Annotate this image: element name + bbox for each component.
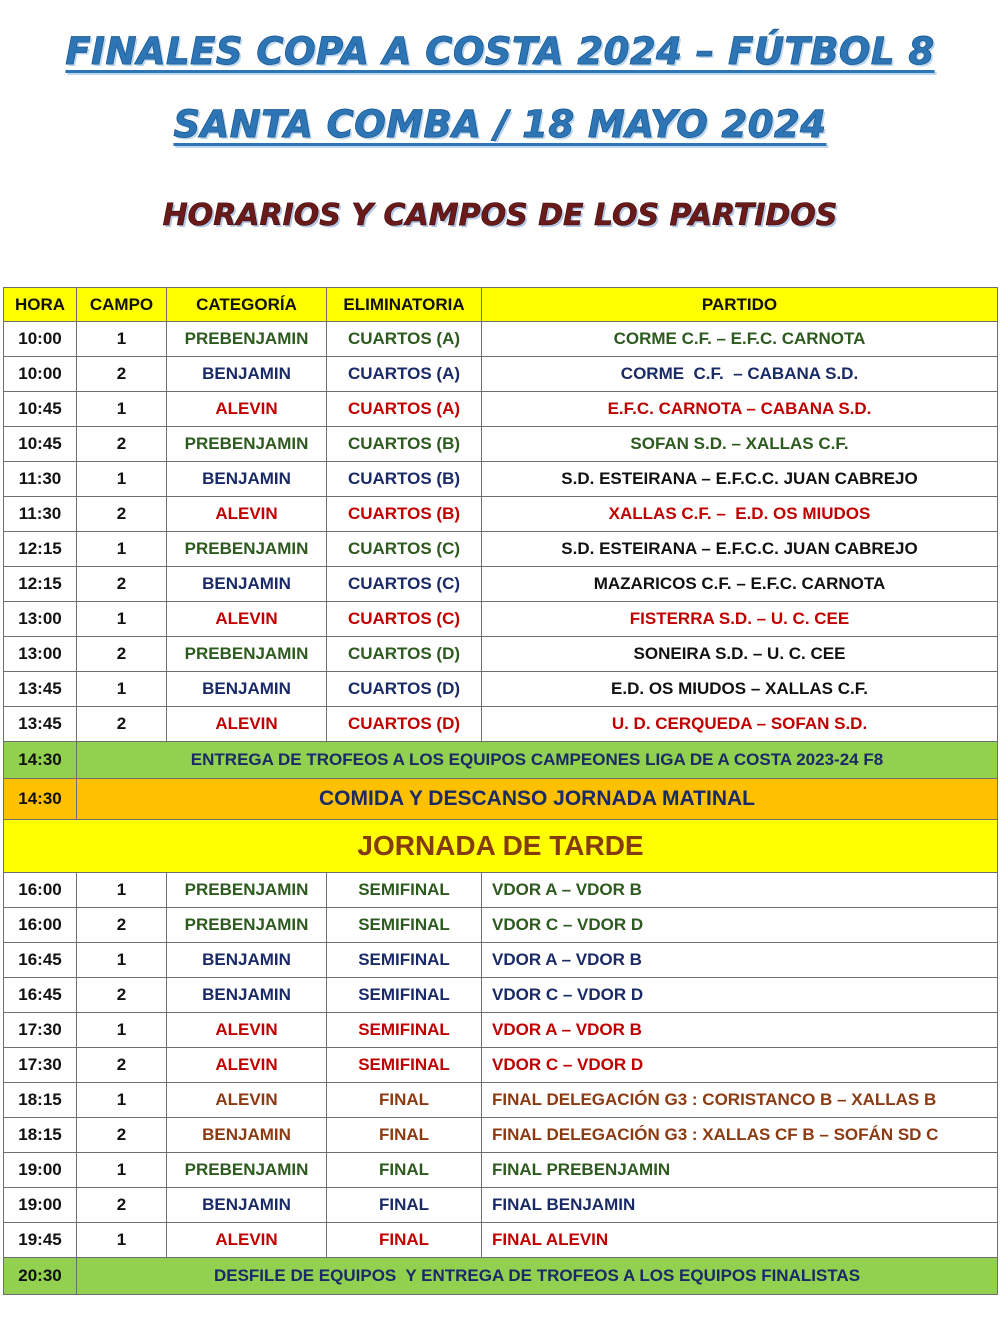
- cell-eliminatoria: CUARTOS (C): [327, 532, 482, 567]
- cell-hora: 17:30: [4, 1013, 77, 1048]
- table-header-row: [4, 288, 998, 322]
- afternoon-section-row: [4, 820, 998, 873]
- title-date-text: SANTA COMBA / 18 MAYO 2024: [173, 103, 827, 146]
- cell-campo: 1: [77, 1083, 167, 1118]
- cell-partido: SOFAN S.D. – XALLAS C.F.: [482, 427, 998, 462]
- table-row: [4, 908, 998, 943]
- cell-campo: 2: [77, 1118, 167, 1153]
- document-title-line-1: [0, 30, 1000, 73]
- table-row: [4, 873, 998, 908]
- cell-categoria: BENJAMIN: [167, 1118, 327, 1153]
- cell-eliminatoria: FINAL: [327, 1188, 482, 1223]
- cell-partido: SONEIRA S.D. – U. C. CEE: [482, 637, 998, 672]
- cell-partido: S.D. ESTEIRANA – E.F.C.C. JUAN CABREJO: [482, 462, 998, 497]
- cell-eliminatoria: CUARTOS (B): [327, 462, 482, 497]
- cell-campo: 2: [77, 1048, 167, 1083]
- cell-partido: E.D. OS MIUDOS – XALLAS C.F.: [482, 672, 998, 707]
- cell-hora: 13:00: [4, 602, 77, 637]
- closing-ceremony-text: DESFILE DE EQUIPOS Y ENTREGA DE TROFEOS A LOS EQUIPOS FINALISTAS: [77, 1258, 998, 1295]
- cell-eliminatoria: CUARTOS (A): [327, 357, 482, 392]
- column-header-eliminatoria: ELIMINATORIA: [327, 288, 482, 322]
- cell-categoria: BENJAMIN: [167, 462, 327, 497]
- cell-categoria: PREBENJAMIN: [167, 908, 327, 943]
- table-row: [4, 392, 998, 427]
- cell-partido: VDOR C – VDOR D: [482, 978, 998, 1013]
- cell-hora: 14:30: [4, 742, 77, 779]
- cell-categoria: PREBENJAMIN: [167, 873, 327, 908]
- lunch-break-row: [4, 779, 998, 820]
- cell-campo: 1: [77, 462, 167, 497]
- cell-campo: 1: [77, 602, 167, 637]
- cell-partido: CORME C.F. – CABANA S.D.: [482, 357, 998, 392]
- document-title-line-2: [0, 103, 1000, 146]
- cell-campo: 2: [77, 978, 167, 1013]
- cell-categoria: PREBENJAMIN: [167, 532, 327, 567]
- cell-hora: 16:00: [4, 908, 77, 943]
- table-row: [4, 497, 998, 532]
- cell-eliminatoria: CUARTOS (D): [327, 672, 482, 707]
- cell-partido: S.D. ESTEIRANA – E.F.C.C. JUAN CABREJO: [482, 532, 998, 567]
- table-row: [4, 532, 998, 567]
- cell-categoria: ALEVIN: [167, 602, 327, 637]
- cell-categoria: BENJAMIN: [167, 357, 327, 392]
- table-row: [4, 1118, 998, 1153]
- cell-hora: 16:45: [4, 943, 77, 978]
- cell-hora: 18:15: [4, 1083, 77, 1118]
- cell-hora: 19:00: [4, 1188, 77, 1223]
- cell-categoria: BENJAMIN: [167, 943, 327, 978]
- cell-hora: 19:00: [4, 1153, 77, 1188]
- cell-partido: VDOR C – VDOR D: [482, 1048, 998, 1083]
- cell-categoria: BENJAMIN: [167, 1188, 327, 1223]
- table-row: [4, 1013, 998, 1048]
- cell-hora: 13:00: [4, 637, 77, 672]
- cell-hora: 17:30: [4, 1048, 77, 1083]
- cell-campo: 2: [77, 427, 167, 462]
- cell-campo: 2: [77, 357, 167, 392]
- table-row: [4, 707, 998, 742]
- column-header-campo: CAMPO: [77, 288, 167, 322]
- cell-eliminatoria: CUARTOS (B): [327, 497, 482, 532]
- table-row: [4, 1223, 998, 1258]
- cell-campo: 1: [77, 392, 167, 427]
- cell-eliminatoria: SEMIFINAL: [327, 1048, 482, 1083]
- column-header-hora: HORA: [4, 288, 77, 322]
- cell-hora: 11:30: [4, 497, 77, 532]
- cell-hora: 10:00: [4, 322, 77, 357]
- cell-eliminatoria: CUARTOS (C): [327, 602, 482, 637]
- cell-partido: U. D. CERQUEDA – SOFAN S.D.: [482, 707, 998, 742]
- cell-hora: 16:45: [4, 978, 77, 1013]
- cell-partido: E.F.C. CARNOTA – CABANA S.D.: [482, 392, 998, 427]
- table-row: [4, 462, 998, 497]
- cell-campo: 2: [77, 908, 167, 943]
- table-row: [4, 1048, 998, 1083]
- cell-categoria: ALEVIN: [167, 1083, 327, 1118]
- cell-eliminatoria: CUARTOS (A): [327, 392, 482, 427]
- cell-categoria: BENJAMIN: [167, 567, 327, 602]
- cell-categoria: PREBENJAMIN: [167, 427, 327, 462]
- cell-categoria: ALEVIN: [167, 392, 327, 427]
- cell-eliminatoria: SEMIFINAL: [327, 873, 482, 908]
- cell-hora: 10:00: [4, 357, 77, 392]
- cell-categoria: PREBENJAMIN: [167, 1153, 327, 1188]
- schedule-subtitle: HORARIOS Y CAMPOS DE LOS PARTIDOS: [162, 198, 838, 233]
- cell-partido: FINAL ALEVIN: [482, 1223, 998, 1258]
- cell-eliminatoria: SEMIFINAL: [327, 908, 482, 943]
- trophy-ceremony-text: ENTREGA DE TROFEOS A LOS EQUIPOS CAMPEONES LIGA DE A COSTA 2023-24 F8: [77, 742, 998, 779]
- cell-partido: CORME C.F. – E.F.C. CARNOTA: [482, 322, 998, 357]
- cell-categoria: ALEVIN: [167, 1013, 327, 1048]
- cell-campo: 1: [77, 943, 167, 978]
- column-header-partido: PARTIDO: [482, 288, 998, 322]
- trophy-ceremony-row: [4, 742, 998, 779]
- table-row: [4, 427, 998, 462]
- cell-categoria: BENJAMIN: [167, 672, 327, 707]
- cell-hora: 16:00: [4, 873, 77, 908]
- cell-hora: 11:30: [4, 462, 77, 497]
- cell-hora: 13:45: [4, 707, 77, 742]
- closing-ceremony-row: [4, 1258, 998, 1295]
- cell-partido: FINAL DELEGACIÓN G3 : XALLAS CF B – SOFÁN SD C: [482, 1118, 998, 1153]
- cell-hora: 20:30: [4, 1258, 77, 1295]
- cell-campo: 1: [77, 322, 167, 357]
- cell-partido: FINAL DELEGACIÓN G3 : CORISTANCO B – XALLAS B: [482, 1083, 998, 1118]
- table-row: [4, 1188, 998, 1223]
- column-header-categoria: CATEGORÍA: [167, 288, 327, 322]
- cell-eliminatoria: CUARTOS (A): [327, 322, 482, 357]
- cell-partido: VDOR A – VDOR B: [482, 1013, 998, 1048]
- table-row: [4, 1153, 998, 1188]
- cell-partido: VDOR A – VDOR B: [482, 943, 998, 978]
- cell-partido: MAZARICOS C.F. – E.F.C. CARNOTA: [482, 567, 998, 602]
- cell-campo: 1: [77, 532, 167, 567]
- cell-campo: 2: [77, 637, 167, 672]
- table-row: [4, 602, 998, 637]
- cell-categoria: BENJAMIN: [167, 978, 327, 1013]
- table-row: [4, 1083, 998, 1118]
- cell-eliminatoria: CUARTOS (D): [327, 707, 482, 742]
- cell-categoria: ALEVIN: [167, 497, 327, 532]
- cell-campo: 2: [77, 497, 167, 532]
- cell-eliminatoria: CUARTOS (C): [327, 567, 482, 602]
- cell-hora: 10:45: [4, 392, 77, 427]
- cell-eliminatoria: CUARTOS (B): [327, 427, 482, 462]
- cell-eliminatoria: SEMIFINAL: [327, 1013, 482, 1048]
- cell-hora: 12:15: [4, 567, 77, 602]
- cell-eliminatoria: SEMIFINAL: [327, 943, 482, 978]
- title-text: FINALES COPA A COSTA 2024 – FÚTBOL 8: [65, 30, 935, 73]
- cell-hora: 13:45: [4, 672, 77, 707]
- table-row: [4, 637, 998, 672]
- cell-partido: VDOR C – VDOR D: [482, 908, 998, 943]
- cell-eliminatoria: CUARTOS (D): [327, 637, 482, 672]
- cell-categoria: ALEVIN: [167, 1223, 327, 1258]
- cell-hora: 10:45: [4, 427, 77, 462]
- cell-hora: 19:45: [4, 1223, 77, 1258]
- cell-campo: 1: [77, 873, 167, 908]
- cell-eliminatoria: SEMIFINAL: [327, 978, 482, 1013]
- table-row: [4, 672, 998, 707]
- table-row: [4, 357, 998, 392]
- table-row: [4, 322, 998, 357]
- schedule-table: [3, 287, 998, 1295]
- cell-categoria: ALEVIN: [167, 1048, 327, 1083]
- cell-categoria: PREBENJAMIN: [167, 322, 327, 357]
- lunch-break-text: COMIDA Y DESCANSO JORNADA MATINAL: [77, 779, 998, 820]
- cell-categoria: PREBENJAMIN: [167, 637, 327, 672]
- cell-partido: VDOR A – VDOR B: [482, 873, 998, 908]
- afternoon-section-heading: JORNADA DE TARDE: [4, 820, 998, 873]
- cell-partido: FISTERRA S.D. – U. C. CEE: [482, 602, 998, 637]
- cell-campo: 1: [77, 1153, 167, 1188]
- cell-hora: 14:30: [4, 779, 77, 820]
- cell-campo: 2: [77, 1188, 167, 1223]
- cell-campo: 1: [77, 672, 167, 707]
- table-row: [4, 567, 998, 602]
- cell-campo: 1: [77, 1013, 167, 1048]
- cell-hora: 12:15: [4, 532, 77, 567]
- cell-campo: 1: [77, 1223, 167, 1258]
- cell-eliminatoria: FINAL: [327, 1118, 482, 1153]
- table-row: [4, 943, 998, 978]
- table-row: [4, 978, 998, 1013]
- cell-hora: 18:15: [4, 1118, 77, 1153]
- cell-partido: FINAL BENJAMIN: [482, 1188, 998, 1223]
- cell-campo: 2: [77, 567, 167, 602]
- cell-eliminatoria: FINAL: [327, 1153, 482, 1188]
- cell-eliminatoria: FINAL: [327, 1223, 482, 1258]
- cell-partido: FINAL PREBENJAMIN: [482, 1153, 998, 1188]
- cell-eliminatoria: FINAL: [327, 1083, 482, 1118]
- cell-campo: 2: [77, 707, 167, 742]
- cell-partido: XALLAS C.F. – E.D. OS MIUDOS: [482, 497, 998, 532]
- cell-categoria: ALEVIN: [167, 707, 327, 742]
